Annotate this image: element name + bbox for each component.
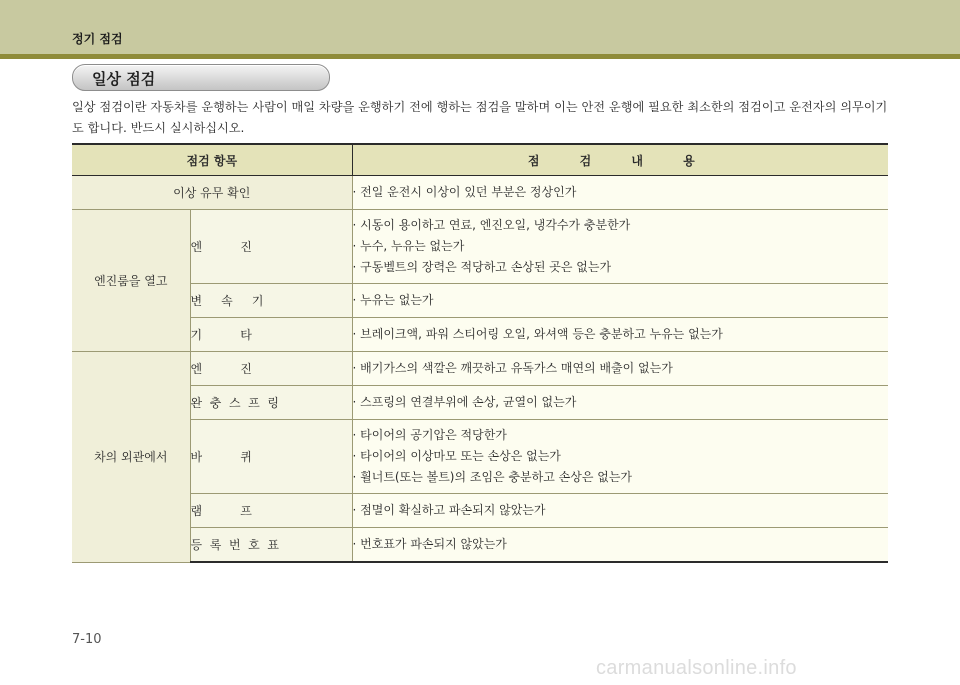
content-cell — [352, 386, 888, 420]
category-cell: 엔진룸을 열고 — [72, 210, 190, 352]
subitem-cell: 완 충 스 프 링 — [190, 386, 352, 420]
content-cell — [352, 494, 888, 528]
content-line: · 배기가스의 색깔은 깨끗하고 유독가스 매연의 배출이 없는가 — [352, 361, 673, 375]
header-rule — [0, 54, 960, 59]
table-row — [72, 386, 888, 420]
content-cell — [352, 420, 888, 494]
content-line: · 시동이 용이하고 연료, 엔진오일, 냉각수가 충분한가 — [352, 218, 631, 232]
table-row — [72, 176, 888, 210]
content-line: · 브레이크액, 파워 스티어링 오일, 와셔액 등은 충분하고 누유는 없는가 — [352, 327, 723, 341]
column-header-content — [352, 144, 888, 176]
content-line: · 스프링의 연결부위에 손상, 균열이 없는가 — [352, 395, 577, 409]
subitem-cell: 등 록 번 호 표 — [190, 528, 352, 563]
content-cell — [352, 528, 888, 563]
content-cell — [352, 210, 888, 284]
table-row — [72, 494, 888, 528]
category-cell: 차의 외관에서 — [72, 352, 190, 563]
column-header-item: 점검 항목 — [72, 144, 352, 176]
content-cell — [352, 352, 888, 386]
header-bar — [0, 0, 960, 54]
content-line: · 누유는 없는가 — [352, 293, 434, 307]
watermark: carmanualsonline.info — [596, 657, 797, 679]
content-cell — [352, 176, 888, 210]
table-row — [72, 528, 888, 563]
content-line: · 누수, 누유는 없는가 — [352, 239, 465, 253]
content-line: · 번호표가 파손되지 않았는가 — [352, 537, 507, 551]
content-line: · 구동벨트의 장력은 적당하고 손상된 곳은 없는가 — [352, 260, 612, 274]
subitem-cell: 엔 진 — [190, 210, 352, 284]
content-line: · 휠너트(또는 볼트)의 조임은 충분하고 손상은 없는가 — [352, 470, 633, 484]
subitem-cell: 엔 진 — [190, 352, 352, 386]
content-line: · 타이어의 이상마모 또는 손상은 없는가 — [352, 449, 561, 463]
content-line: · 타이어의 공기압은 적당한가 — [352, 428, 507, 442]
column-header-content-label: 점 검 내 용 — [527, 153, 713, 168]
table-row — [72, 420, 888, 494]
title-pill — [72, 64, 330, 91]
table-body — [72, 176, 888, 563]
table-row — [72, 210, 888, 284]
content-cell — [352, 284, 888, 318]
table-header-row — [72, 144, 888, 176]
intro-paragraph: 일상 점검이란 자동차를 운행하는 사람이 매일 차량을 운행하기 전에 행하는 점검을 말하며 이는 안전 운행에 필요한 최소한의 점검이고 운전자의 의무이기 도 합니다. 반드시 실시하십시오. — [72, 100, 888, 135]
page-title: 일상 점검 — [92, 70, 156, 88]
content-line: · 전일 운전시 이상이 있던 부분은 정상인가 — [352, 185, 577, 199]
subitem-cell: 바 퀴 — [190, 420, 352, 494]
table-row — [72, 318, 888, 352]
subitem-cell: 램 프 — [190, 494, 352, 528]
inspection-table — [72, 143, 888, 563]
subitem-cell: 기 타 — [190, 318, 352, 352]
page-number: 7-10 — [72, 632, 102, 647]
section-header: 정기 점검 — [72, 32, 123, 46]
content-line: · 점멸이 확실하고 파손되지 않았는가 — [352, 503, 546, 517]
category-cell: 이상 유무 확인 — [72, 176, 352, 210]
table-row — [72, 352, 888, 386]
content-cell — [352, 318, 888, 352]
table-row — [72, 284, 888, 318]
subitem-cell: 변 속 기 — [190, 284, 352, 318]
